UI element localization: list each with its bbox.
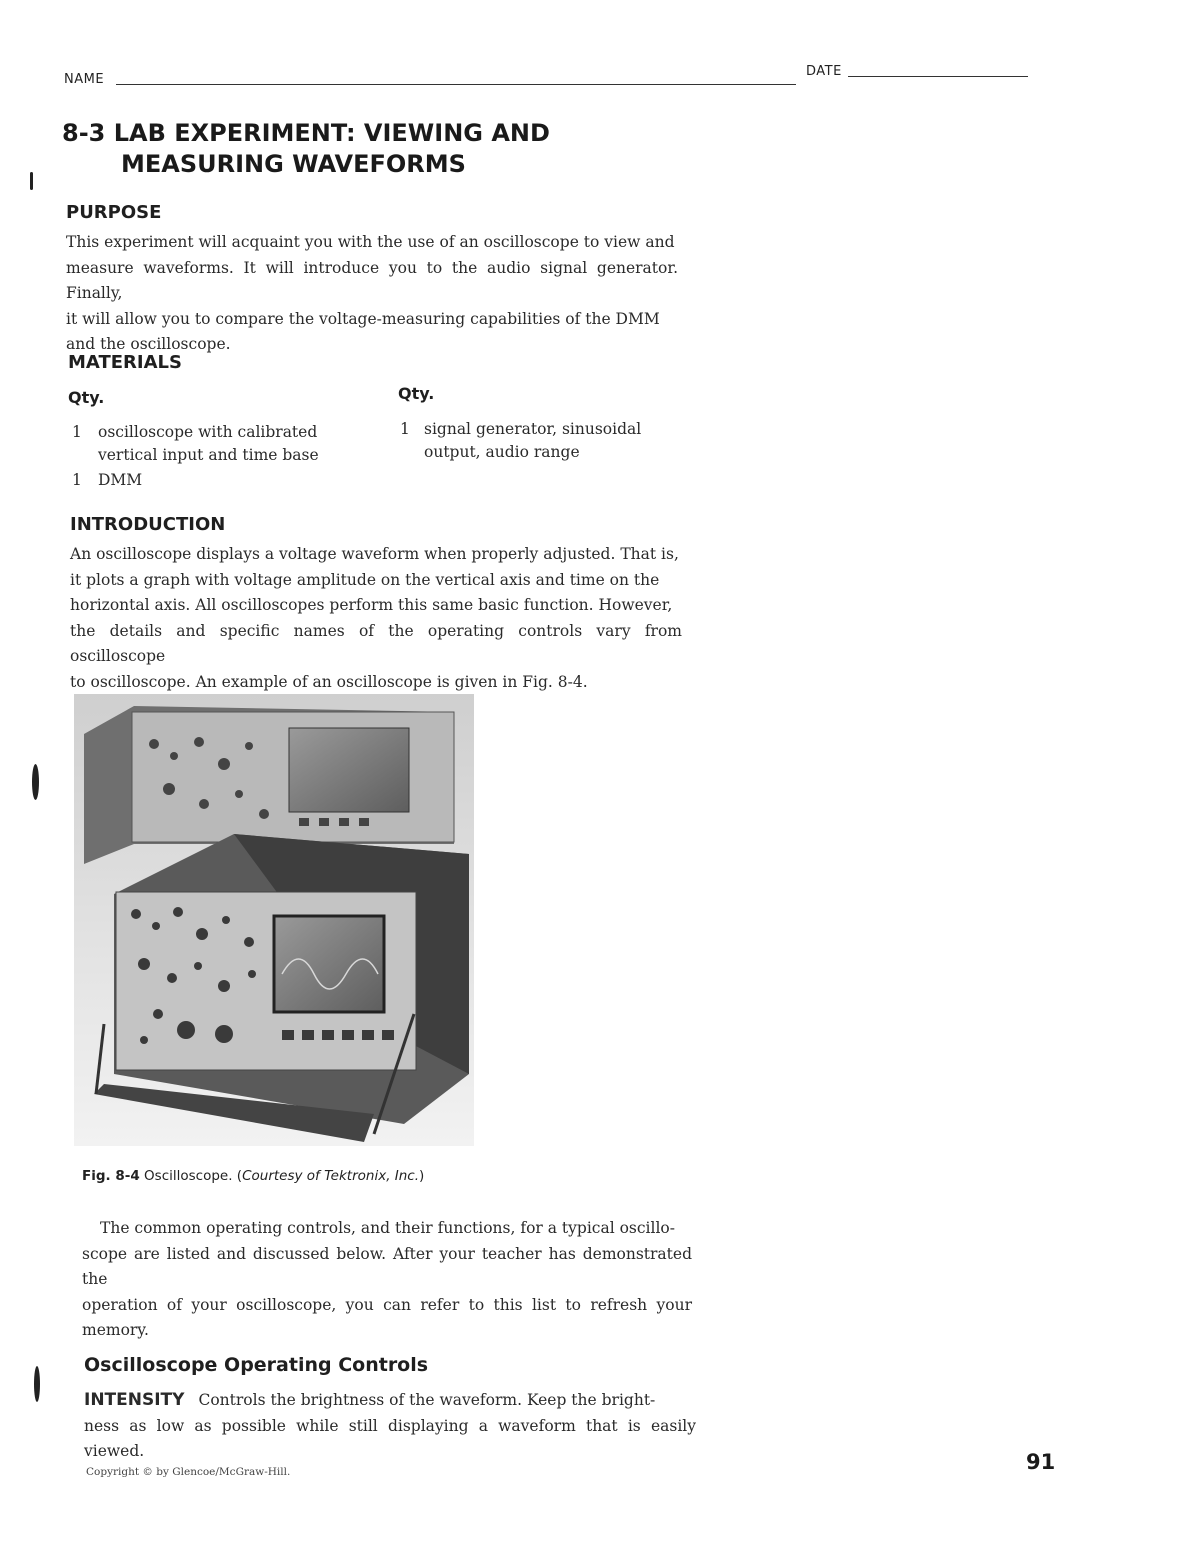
margin-mark xyxy=(34,1366,40,1402)
introduction-heading: INTRODUCTION xyxy=(70,514,226,535)
oscilloscope-illustration xyxy=(74,694,474,1146)
material-desc: signal generator, sinusoidal xyxy=(424,420,642,438)
introduction-line: horizontal axis. All oscilloscopes perform this same basic function. However, xyxy=(70,596,673,614)
intensity-term: INTENSITY xyxy=(84,1390,185,1410)
purpose-heading: PURPOSE xyxy=(66,202,162,223)
figure-caption-text: Oscilloscope. ( xyxy=(144,1168,243,1184)
figure-caption xyxy=(82,1168,424,1184)
purpose-line: measure waveforms. It will introduce you to the audio signal generator. Finally, xyxy=(66,258,678,302)
material-item xyxy=(72,469,142,492)
material-item xyxy=(72,421,319,467)
name-label: NAME xyxy=(64,72,105,87)
figure-number: Fig. 8-4 xyxy=(82,1168,140,1184)
margin-mark xyxy=(30,172,33,190)
controls-intro-line: The common operating controls, and their functions, for a typical oscillo- xyxy=(100,1219,675,1237)
intensity-definition xyxy=(84,1388,696,1465)
margin-mark xyxy=(32,764,39,800)
material-qty: 1 xyxy=(72,471,82,489)
oscilloscope-photo xyxy=(74,694,474,1146)
page-title-line1: 8-3 LAB EXPERIMENT: VIEWING AND xyxy=(62,119,550,147)
introduction-text xyxy=(70,542,682,695)
intensity-desc-line2: ness as low as possible while still displaying a waveform that is easily viewed. xyxy=(84,1416,696,1460)
material-qty: 1 xyxy=(72,423,82,441)
material-desc: output, audio range xyxy=(424,443,580,461)
figure-caption-close: ) xyxy=(419,1168,425,1184)
purpose-line: This experiment will acquaint you with the use of an oscilloscope to view and xyxy=(66,233,675,251)
material-desc: DMM xyxy=(98,471,143,489)
page-title xyxy=(62,118,550,180)
material-qty: 1 xyxy=(400,420,410,438)
materials-heading: MATERIALS xyxy=(68,352,182,373)
qty-label-right: Qty. xyxy=(398,384,435,403)
copyright-notice: Copyright © by Glencoe/McGraw-Hill. xyxy=(86,1466,291,1478)
page-title-line2: MEASURING WAVEFORMS xyxy=(121,150,466,178)
purpose-text xyxy=(66,230,678,358)
controls-intro-line: operation of your oscilloscope, you can refer to this list to refresh your memory. xyxy=(82,1295,692,1339)
controls-intro-text xyxy=(82,1216,692,1344)
intensity-desc-line1: Controls the brightness of the waveform. Keep the bright- xyxy=(198,1391,656,1409)
qty-label-left: Qty. xyxy=(68,388,105,407)
date-line[interactable] xyxy=(848,76,1028,77)
material-desc: vertical input and time base xyxy=(98,446,319,464)
material-desc: oscilloscope with calibrated xyxy=(98,423,318,441)
page-number: 91 xyxy=(1026,1450,1056,1474)
purpose-line: it will allow you to compare the voltage-measuring capabilities of the DMM xyxy=(66,309,660,328)
operating-controls-heading: Oscilloscope Operating Controls xyxy=(84,1354,429,1376)
purpose-line: and the oscilloscope. xyxy=(66,335,231,353)
introduction-line: An oscilloscope displays a voltage waveform when properly adjusted. That is, xyxy=(70,545,679,563)
introduction-line: it plots a graph with voltage amplitude on the vertical axis and time on the xyxy=(70,570,660,589)
name-line[interactable] xyxy=(116,84,796,85)
material-item xyxy=(400,418,641,464)
controls-intro-line: scope are listed and discussed below. After your teacher has demonstrated the xyxy=(82,1244,692,1288)
figure-credit: Courtesy of Tektronix, Inc. xyxy=(242,1168,420,1184)
introduction-line: to oscilloscope. An example of an oscilloscope is given in Fig. 8-4. xyxy=(70,672,588,691)
date-label: DATE xyxy=(806,64,842,79)
introduction-line: the details and specific names of the operating controls vary from oscilloscope xyxy=(70,621,682,665)
